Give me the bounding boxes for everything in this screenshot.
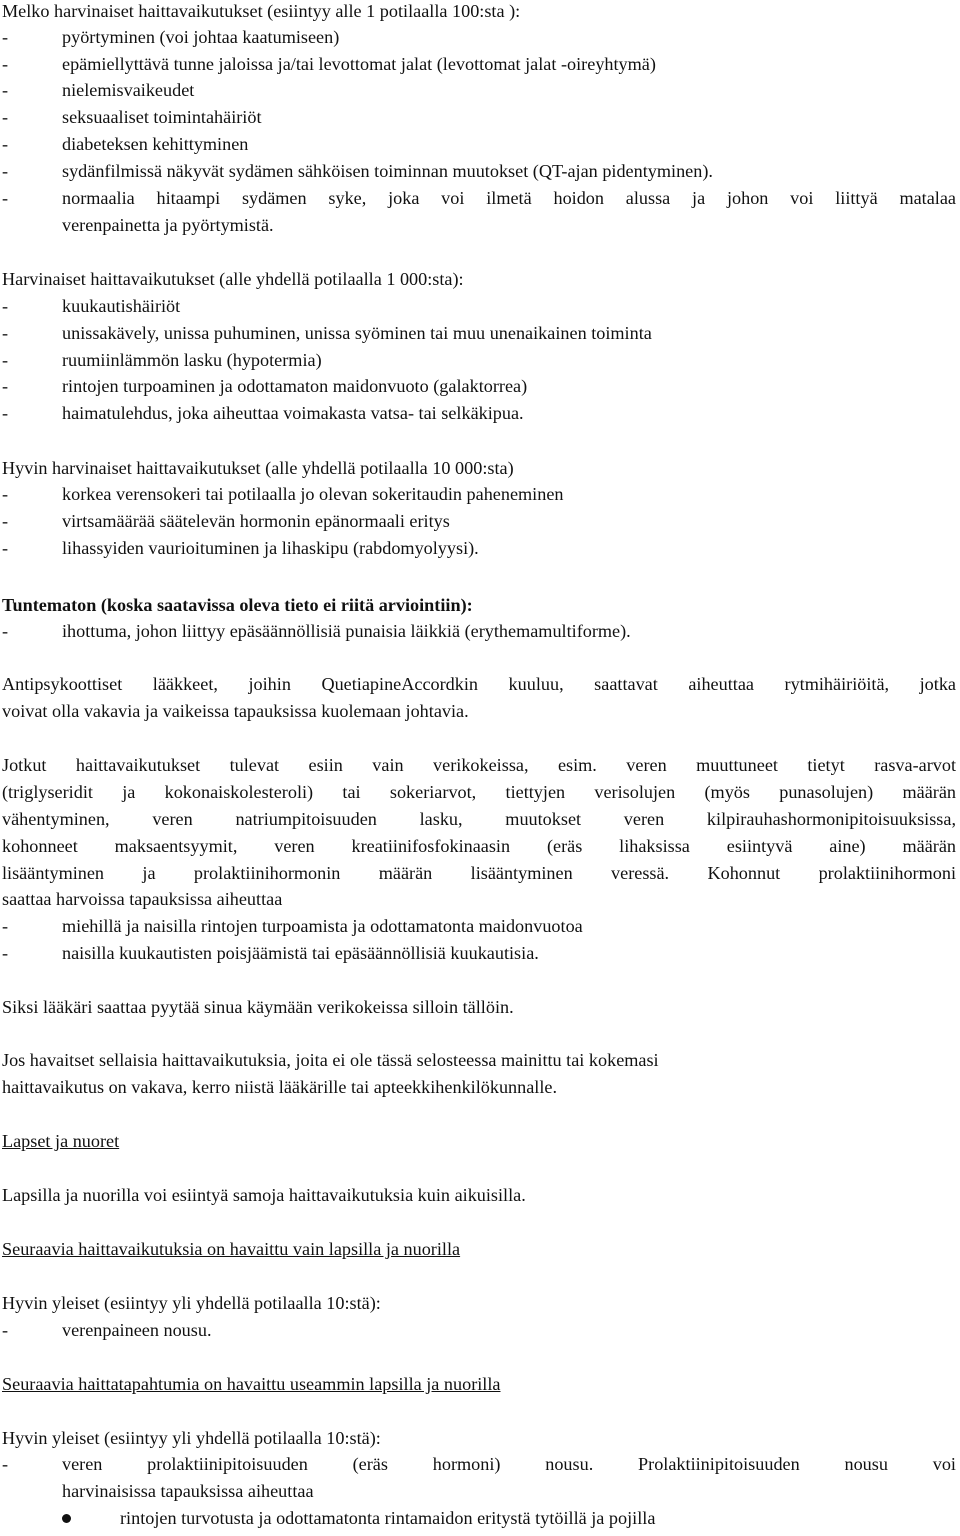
- paragraph-line: vähentyminen, veren natriumpitoisuuden lasku, muutokset veren kilpirauhashormonipitoisuuksissa,: [2, 809, 956, 829]
- paragraph-line: Jos havaitset sellaisia haittavaikutuksia, joita ei ole tässä selosteessa mainittu tai kokemasi: [2, 1050, 659, 1070]
- paragraph-line: voivat olla vakavia ja vaikeissa tapauksissa kuolemaan johtavia.: [2, 701, 469, 721]
- section-heading-unknown: Tuntematon (koska saatavissa oleva tieto ei riitä arviointiin):: [2, 595, 473, 615]
- paragraph-line: (triglyseridit ja kokonaiskolesteroli) tai sokeriarvot, tiettyjen verisolujen (myös punasolujen) määrän: [2, 782, 956, 802]
- subheading-children-more-often: Seuraavia haittatapahtumia on havaittu useammin lapsilla ja nuorilla: [2, 1374, 501, 1394]
- paragraph-line: kohonneet maksaentsyymit, veren kreatiinifosfokinaasin (eräs lihaksissa esiintyvä aine) määrän: [2, 836, 956, 856]
- list-item-continuation: verenpainetta ja pyörtymistä.: [62, 215, 274, 235]
- paragraph-line: Antipsykoottiset lääkkeet, joihin QuetiapineAccordkin kuuluu, saattavat aiheuttaa rytmihäiriöitä, jotka: [2, 674, 956, 694]
- section-heading-rare: Harvinaiset haittavaikutukset (alle yhdellä potilaalla 1 000:sta):: [2, 269, 464, 289]
- bullet-icon: [62, 1514, 71, 1523]
- frequency-heading: Hyvin yleiset (esiintyy yli yhdellä potilaalla 10:stä):: [2, 1428, 381, 1448]
- paragraph-line: Lapsilla ja nuorilla voi esiintyä samoja haittavaikutuksia kuin aikuisilla.: [2, 1185, 526, 1205]
- paragraph-line: saattaa harvoissa tapauksissa aiheuttaa: [2, 889, 283, 909]
- paragraph-line: Jotkut haittavaikutukset tulevat esiin vain verikokeissa, esim. veren muuttuneet tietyt rasva-arvot: [2, 755, 956, 775]
- frequency-heading: Hyvin yleiset (esiintyy yli yhdellä potilaalla 10:stä):: [2, 1293, 381, 1313]
- document-page: Melko harvinaiset haittavaikutukset (esiintyy alle 1 potilaalla 100:sta ): - pyörtyminen (voi johtaa kaatumiseen) - epämiellyttävä tunne jaloissa ja/tai levottomat jalat (levottomat jalat -oireyhtymä) - nielemisvaikeudet - seksuaaliset toimintahäiriöt - diabeteksen kehittyminen - sydänfilmissä näkyvät sydämen sähköisen toiminnan muutokset (QT-ajan pidentyminen). - normaalia hitaampi sydämen syke, joka voi ilmetä hoidon alussa ja johon voi liittyä matalaa verenpainetta ja pyörtymistä. Harvinaiset haittavaikutukset (alle yhdellä potilaalla 1 000:sta): - kuukautishäiriöt - unissakävely, unissa puhuminen, unissa syöminen tai muu unenaikainen toiminta - ruumiinlämmön lasku (hypotermia) - rintojen turpoaminen ja odottamaton maidonvuoto (galaktorrea) - haimatulehdus, joka aiheuttaa voimakasta vatsa- tai selkäkipua. Hyvin harvinaiset haittavaikutukset (alle yhdellä potilaalla 10 000:sta) - korkea verensokeri tai potilaalla jo olevan sokeritaudin paheneminen - virtsamäärää säätelevän hormonin epänormaali eritys - lihassyiden vaurioituminen ja lihaskipu (rabdomyolyysi). Tuntematon (koska saatavissa oleva tieto ei riitä arviointiin): - ihottuma, johon liittyy epäsäännöllisiä punaisia läikkiä (erythemamultiforme). Antipsykoottiset lääkkeet, joihin QuetiapineAccordkin kuuluu, saattavat aiheuttaa rytmihäiriöitä, jotka voivat olla vakavia ja vaikeissa tapauksissa kuolemaan johtavia. Jotkut haittavaikutukset tulevat esiin vain verikokeissa, esim. veren muuttuneet tietyt rasva-arvot (triglyseridit ja kokonaiskolesteroli) tai sokeriarvot, tiettyjen verisolujen (myös punasolujen) määrän vähentyminen, veren natriumpitoisuuden lasku, muutokset veren kilpirauhashormonipitoisuuksissa, kohonneet maksaentsyymit, veren kreatiinifosfokinaasin (eräs lihaksissa esiintyvä aine) määrän lisääntyminen ja prolaktiinihormonin määrän lisääntyminen veressä. Kohonnut prolaktiinihormoni saattaa harvoissa tapauksissa aiheuttaa - miehillä ja naisilla rintojen turpoamista ja odottamatonta maidonvuotoa - naisilla kuukautisten poisjäämistä tai epäsäännöllisiä kuukautisia. Siksi lääkäri saattaa pyytää sinua käymään verikokeissa silloin tällöin. Jos havaitset sellaisia haittavaikutuksia, joita ei ole tässä selosteessa mainittu tai kokemasi haittavaikutus on vakava, kerro niistä lääkärille tai apteekkihenkilökunnalle. Lapset ja nuoret Lapsilla ja nuorilla voi esiintyä samoja haittavaikutuksia kuin aikuisilla. Seuraavia haittavaikutuksia on havaittu vain lapsilla ja nuorilla Hyvin yleiset (esiintyy yli yhdellä potilaalla 10:stä): - verenpaineen nousu. Seuraavia haittatapahtumia on havaittu useammin lapsilla ja nuorilla Hyvin yleiset (esiintyy yli yhdellä potilaalla 10:stä): - veren prolaktiinipitoisuuden (eräs hormoni) nousu. Prolaktiinipitoisuuden nousu voi harvinaisissa tapauksissa aiheuttaa rintojen turvotusta ja odottamatonta rintamaidon eritystä tytöillä ja pojilla: [0, 0, 960, 1536]
- section-heading-uncommon: Melko harvinaiset haittavaikutukset (esiintyy alle 1 potilaalla 100:sta ):: [2, 1, 521, 21]
- paragraph-line: lisääntyminen ja prolaktiinihormonin määrän lisääntyminen veressä. Kohonnut prolaktiinihormoni: [2, 863, 956, 883]
- paragraph-line: haittavaikutus on vakava, kerro niistä lääkärille tai apteekkihenkilökunnalle.: [2, 1077, 558, 1097]
- subheading-children: Lapset ja nuoret: [2, 1131, 120, 1151]
- list-item-continuation: harvinaisissa tapauksissa aiheuttaa: [62, 1481, 314, 1501]
- subheading-children-only: Seuraavia haittavaikutuksia on havaittu vain lapsilla ja nuorilla: [2, 1239, 461, 1259]
- paragraph-line: Siksi lääkäri saattaa pyytää sinua käymään verikokeissa silloin tällöin.: [2, 997, 514, 1017]
- section-heading-very-rare: Hyvin harvinaiset haittavaikutukset (alle yhdellä potilaalla 10 000:sta): [2, 458, 514, 478]
